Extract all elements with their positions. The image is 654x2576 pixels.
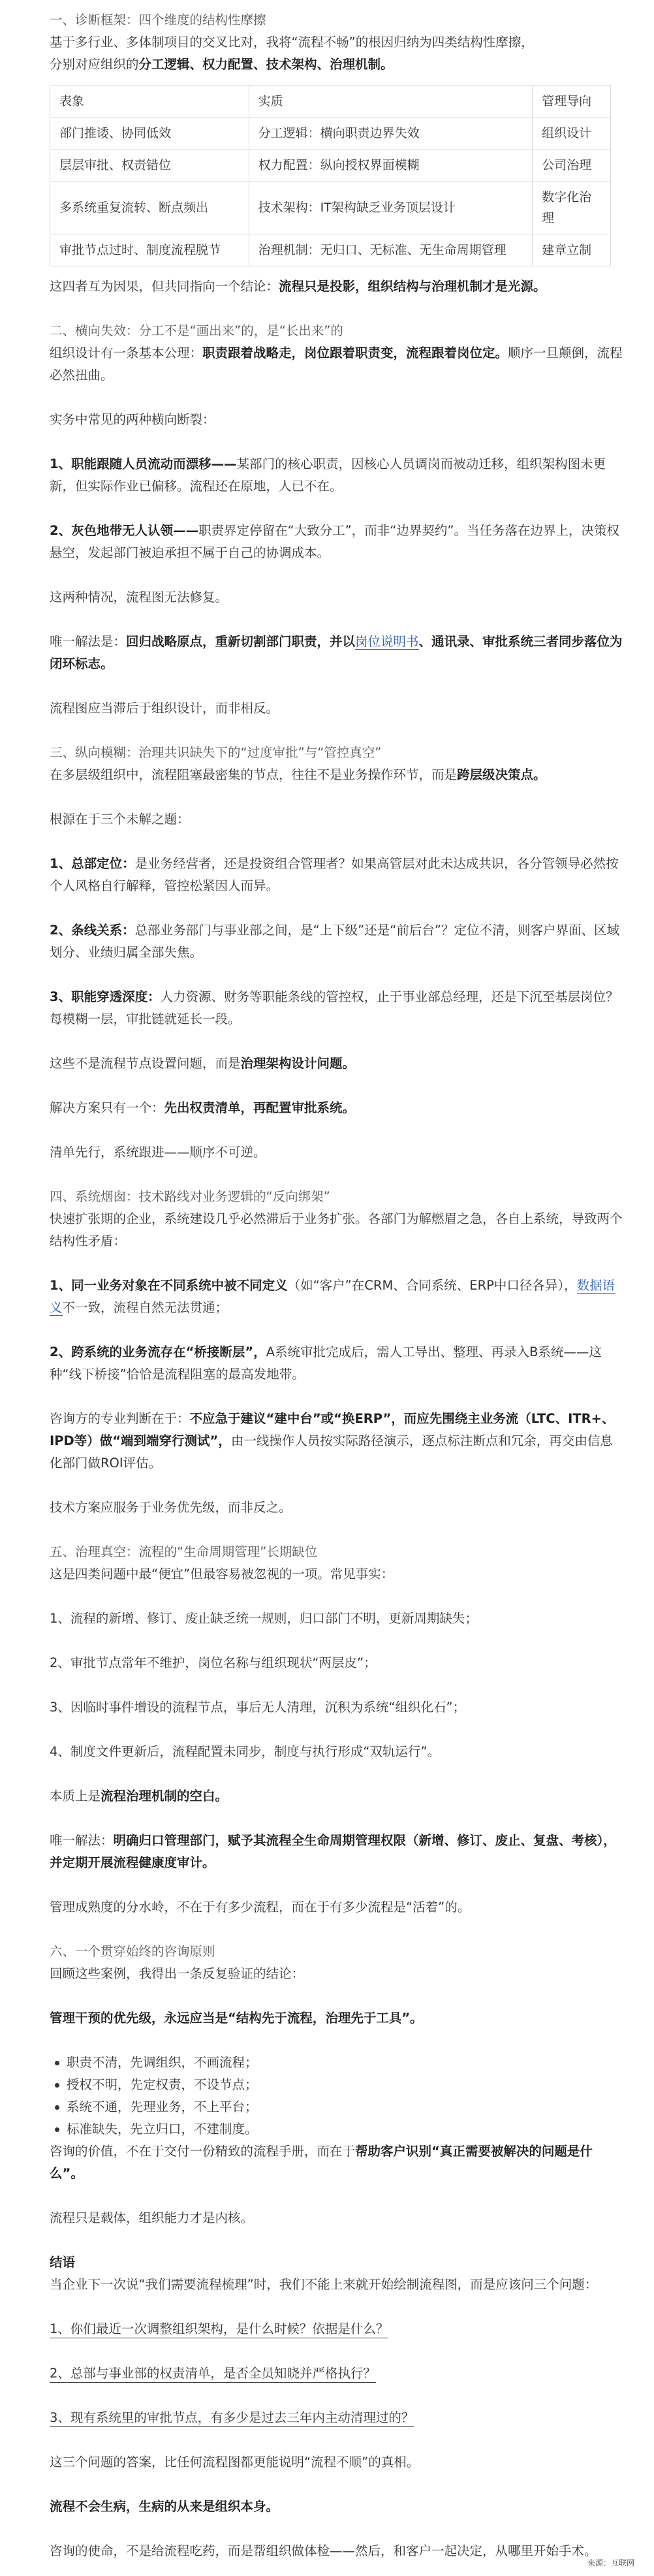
s1-summary bbox=[50, 276, 625, 298]
table-cell: 建章立制 bbox=[533, 234, 611, 266]
s7-final bbox=[50, 2496, 625, 2518]
s5-only-bold: 明确归口管理部门，赋予其流程全生命周期管理权限（新增、修订、废止、复盘、考核），并定期开展流程健康度审计。 bbox=[50, 1833, 616, 1870]
list-item: 标准缺失，先立归口，不建制度。 bbox=[50, 2118, 625, 2140]
table-header: 实质 bbox=[249, 86, 532, 118]
s3-p1-pre: 在多层级组织中，流程阻塞最密集的节点，往往不是业务操作环节，而是 bbox=[50, 767, 458, 782]
s3-q2-rest: 总部业务部门与事业部之间，是“上下级”还是“前后台”？定位不清，则客户界面、区域划分、业绩归属全部失焦。 bbox=[50, 923, 619, 960]
s2-only bbox=[50, 631, 625, 675]
s5-f2: 2、审批节点常年不维护，岗位名称与组织现状“两层皮”； bbox=[50, 1655, 377, 1670]
s2-item2-bold: 2、灰色地带无人认领—— bbox=[50, 523, 199, 538]
s1-summary-pre: 这四者互为因果，但共同指向一个结论： bbox=[50, 279, 279, 294]
s7-answers: 这三个问题的答案，比任何流程图都更能说明“流程不顺”的真相。 bbox=[50, 2455, 420, 2470]
s6-p1: 回顾这些案例，我得出一条反复验证的结论： bbox=[50, 1966, 305, 1981]
s3-q1-bold: 1、总部定位： bbox=[50, 856, 135, 871]
s4-i2-rest: A系统审批完成后，需人工导出、整理、再录入B系统——这种“线下桥接”恰恰是流程阻塞的最高发地带。 bbox=[50, 1344, 602, 1382]
s5-p1: 这是四类问题中最“便宜”但最容易被忽视的一项。常见事实： bbox=[50, 1566, 394, 1582]
s2-axiom-bold: 职责跟着战略走，岗位跟着职责变，流程跟着岗位定。 bbox=[202, 345, 508, 360]
s4-cons bbox=[50, 1408, 625, 1474]
s4-i1-mid: （如“客户”在CRM、合同系统、ERP中口径各异）， bbox=[287, 1278, 577, 1293]
s6-core bbox=[50, 2007, 625, 2029]
s1-intro-b-pre: 分别对应组织的 bbox=[50, 57, 139, 72]
list-item: 授权不明，先定权责，不设节点； bbox=[50, 2074, 625, 2096]
s2-axiom bbox=[50, 342, 625, 387]
s3-sol-bold: 先出权责清单，再配置审批系统。 bbox=[164, 1100, 356, 1115]
s2-item1-bold: 1、职能跟随人员流动而漂移—— bbox=[50, 456, 237, 471]
s6-worth bbox=[50, 2140, 625, 2185]
table-cell: 多系统重复流转、断点频出 bbox=[50, 182, 249, 234]
s3-q3-bold: 3、职能穿透深度： bbox=[50, 989, 161, 1004]
s3-q1 bbox=[50, 853, 625, 897]
list-item: 系统不通，先理业务，不上平台； bbox=[50, 2096, 625, 2118]
list-item: 职责不清，先调组织，不画流程； bbox=[50, 2052, 625, 2074]
s6-worth-pre: 咨询的价值，不在于交付一份精致的流程手册，而在于 bbox=[50, 2144, 356, 2159]
s3-not-pre: 这些不是流程节点设置问题，而是 bbox=[50, 1056, 241, 1071]
s3-sol-pre: 解决方案只有一个： bbox=[50, 1100, 164, 1115]
s2-only-pre: 唯一解法是： bbox=[50, 634, 127, 649]
s7-q3-text: 3、现有系统里的审批节点，有多少是过去三年内主动清理过的？ bbox=[50, 2410, 414, 2427]
s2-only-bold1: 回归战略原点，重新切割部门职责，并以 bbox=[126, 634, 356, 649]
s2-both: 这两种情况，流程图无法修复。 bbox=[50, 590, 228, 605]
s7-final-bold: 流程不会生病，生病的从来是组织本身。 bbox=[50, 2499, 279, 2514]
table-cell: 公司治理 bbox=[533, 150, 611, 182]
table-cell: 层层审批、权责错位 bbox=[50, 150, 249, 182]
s3-sol bbox=[50, 1097, 625, 1119]
s2-axiom-post: 顺序一旦颠倒，流程必然扭曲。 bbox=[50, 345, 623, 383]
s1-intro-b bbox=[50, 54, 625, 76]
s3-q2 bbox=[50, 919, 625, 964]
s4-i1-bold: 1、同一业务对象在不同系统中被不同定义 bbox=[50, 1278, 288, 1293]
s3-not-bold: 治理架构设计问题。 bbox=[240, 1056, 356, 1071]
s4-i1 bbox=[50, 1275, 625, 1319]
table-cell: 治理机制：无归口、无标准、无生命周期管理 bbox=[249, 234, 532, 266]
s7-q3 bbox=[50, 2407, 625, 2429]
s4-cons-rest: 由一线操作人员按实际路径演示，逐点标注断点和冗余，再交由信息化部门做ROI评估。 bbox=[50, 1433, 613, 1471]
s5-f3: 3、因临时事件增设的流程节点，事后无人清理，沉积为系统“组织化石”； bbox=[50, 1700, 466, 1715]
s5-ess-pre: 本质上是 bbox=[50, 1789, 101, 1804]
table-header: 表象 bbox=[50, 86, 249, 118]
s2-common: 实务中常见的两种横向断裂： bbox=[50, 412, 215, 427]
s7-q2-text: 2、总部与事业部的权责清单，是否全员知晓并严格执行？ bbox=[50, 2366, 376, 2383]
data-semantics-link[interactable]: 数据语义 bbox=[50, 1278, 615, 1315]
job-description-link[interactable]: 岗位说明书 bbox=[355, 634, 419, 649]
table-cell: 组织设计 bbox=[533, 118, 611, 150]
s2-axiom-pre: 组织设计有一条基本公理： bbox=[50, 345, 203, 360]
section-4-title: 四、系统烟囱：技术路线对业务逻辑的“反向绑架” bbox=[50, 1189, 330, 1204]
s3-clear: 清单先行，系统跟进——顺序不可逆。 bbox=[50, 1145, 266, 1160]
s5-ess bbox=[50, 1785, 625, 1807]
s5-f4: 4、制度文件更新后，流程配置未同步，制度与执行形成“双轨运行”。 bbox=[50, 1744, 441, 1759]
section-2-title: 二、横向失效：分工不是“画出来”的，是“长出来”的 bbox=[50, 323, 343, 338]
s7-q1-text: 1、你们最近一次调整组织架构，是什么时候？依据是什么？ bbox=[50, 2321, 388, 2338]
s4-p1: 快速扩张期的企业，系统建设几乎必然滞后于业务扩张。各部门为解燃眉之急，各自上系统，导致两个结构性矛盾： bbox=[50, 1211, 623, 1248]
s7-q1 bbox=[50, 2318, 625, 2340]
table-header: 管理导向 bbox=[533, 86, 611, 118]
s4-i2 bbox=[50, 1341, 625, 1386]
s7-q2 bbox=[50, 2362, 625, 2385]
section-6-title: 六、一个贯穿始终的咨询原则 bbox=[50, 1944, 215, 1959]
s3-q3-rest: 人力资源、财务等职能条线的管控权，止于事业部总经理，还是下沉至基层岗位？每模糊一层，审批链就延长一段。 bbox=[50, 989, 619, 1026]
table-cell: 分工逻辑：横向职责边界失效 bbox=[249, 118, 532, 150]
table-cell: 部门推诿、协同低效 bbox=[50, 118, 249, 150]
s5-only-pre: 唯一解法： bbox=[50, 1833, 114, 1848]
s3-not bbox=[50, 1053, 625, 1075]
s3-q2-bold: 2、条线关系： bbox=[50, 923, 135, 938]
s3-p1-bold: 跨层级决策点。 bbox=[457, 767, 546, 782]
s5-maturity: 管理成熟度的分水岭，不在于有多少流程，而在于有多少流程是“活着”的。 bbox=[50, 1900, 471, 1915]
s1-summary-bold: 流程只是投影，组织结构与治理机制才是光源。 bbox=[279, 279, 546, 294]
s5-f1: 1、流程的新增、修订、废止缺乏统一规则，归口部门不明，更新周期缺失； bbox=[50, 1611, 478, 1626]
s3-p1 bbox=[50, 764, 625, 786]
s4-cons-bold: 不应急于建议“建中台”或“换ERP”，而应先围绕主业务流（LTC、ITR+、IPD等）做“端到端穿行测试”， bbox=[50, 1411, 615, 1448]
s7-last: 咨询的使命，不是给流程吃药，而是帮组织做体检——然后，和客户一起决定，从哪里开始手术。 bbox=[50, 2543, 597, 2558]
section-3-title: 三、纵向模糊：治理共识缺失下的“过度审批”与“管控真空” bbox=[50, 745, 382, 760]
s2-item2-rest: 职责界定停留在“大致分工”，而非“边界契约”。当任务落在边界上，决策权悬空，发起部门被迫承担不属于自己的协调成本。 bbox=[50, 523, 619, 560]
s2-item1 bbox=[50, 453, 625, 498]
table-cell: 技术架构：IT架构缺乏业务顶层设计 bbox=[249, 182, 532, 234]
table-cell: 权力配置：纵向授权界面模糊 bbox=[249, 150, 532, 182]
s3-root: 根源在于三个未解之题： bbox=[50, 812, 190, 827]
s1-intro-b-bold: 分工逻辑、权力配置、技术架构、治理机制。 bbox=[138, 57, 394, 72]
s2-item2 bbox=[50, 520, 625, 564]
s2-only-bold2: 、通讯录、审批系统三者同步落位为闭环标志。 bbox=[50, 634, 623, 671]
s3-q1-rest: 是业务经营者，还是投资组合管理者？如果高管层对此未达成共识，各分管领导必然按个人风格自行解释，管控松紧因人而异。 bbox=[50, 856, 619, 893]
table-row bbox=[50, 118, 611, 150]
table-row bbox=[50, 234, 611, 266]
s4-cons-pre: 咨询方的专业判断在于： bbox=[50, 1411, 190, 1426]
s7-p1: 当企业下一次说“我们需要流程梳理”时，我们不能上来就开始绘制流程图，而是应该问三个问题： bbox=[50, 2277, 598, 2292]
source-note: 来源：互联网 bbox=[587, 2558, 634, 2568]
s6-worth-bold: 帮助客户识别“真正需要被解决的问题是什么”。 bbox=[50, 2144, 593, 2181]
principle-list bbox=[50, 2052, 625, 2140]
section-5-title: 五、治理真空：流程的“生命周期管理”长期缺位 bbox=[50, 1544, 318, 1559]
s2-item1-rest: 某部门的核心职责，因核心人员调岗而被动迁移，组织架构图未更新，但实际作业已偏移。流程还在原地，人已不在。 bbox=[50, 456, 606, 494]
table-cell: 审批节点过时、制度流程脱节 bbox=[50, 234, 249, 266]
s4-tech: 技术方案应服务于业务优先级，而非反之。 bbox=[50, 1500, 292, 1515]
s3-q3 bbox=[50, 986, 625, 1030]
table-row bbox=[50, 150, 611, 182]
s5-ess-bold: 流程治理机制的空白。 bbox=[101, 1789, 228, 1804]
s2-lag: 流程图应当滞后于组织设计，而非相反。 bbox=[50, 701, 279, 716]
s1-intro-a: 基于多行业、多体制项目的交叉比对，我将“流程不畅”的根因归纳为四类结构性摩擦， bbox=[50, 35, 534, 50]
s6-core-bold: 管理干预的优先级，永远应当是“结构先于流程，治理先于工具”。 bbox=[50, 2011, 423, 2026]
s5-only bbox=[50, 1830, 625, 1874]
section-1-title: 一、诊断框架：四个维度的结构性摩擦 bbox=[50, 12, 266, 27]
table-row bbox=[50, 182, 611, 234]
s4-i1-rest: 不一致，流程自然无法贯通； bbox=[62, 1300, 228, 1315]
s4-i2-bold: 2、跨系统的业务流存在“桥接断层”， bbox=[50, 1344, 266, 1360]
table-cell: 数字化治理 bbox=[533, 182, 611, 234]
conclusion-title-bold: 结语 bbox=[50, 2255, 76, 2270]
s6-carrier: 流程只是载体，组织能力才是内核。 bbox=[50, 2210, 254, 2225]
diagnosis-table bbox=[50, 85, 611, 266]
conclusion-title bbox=[50, 2251, 625, 2274]
table-header-row bbox=[50, 86, 611, 118]
